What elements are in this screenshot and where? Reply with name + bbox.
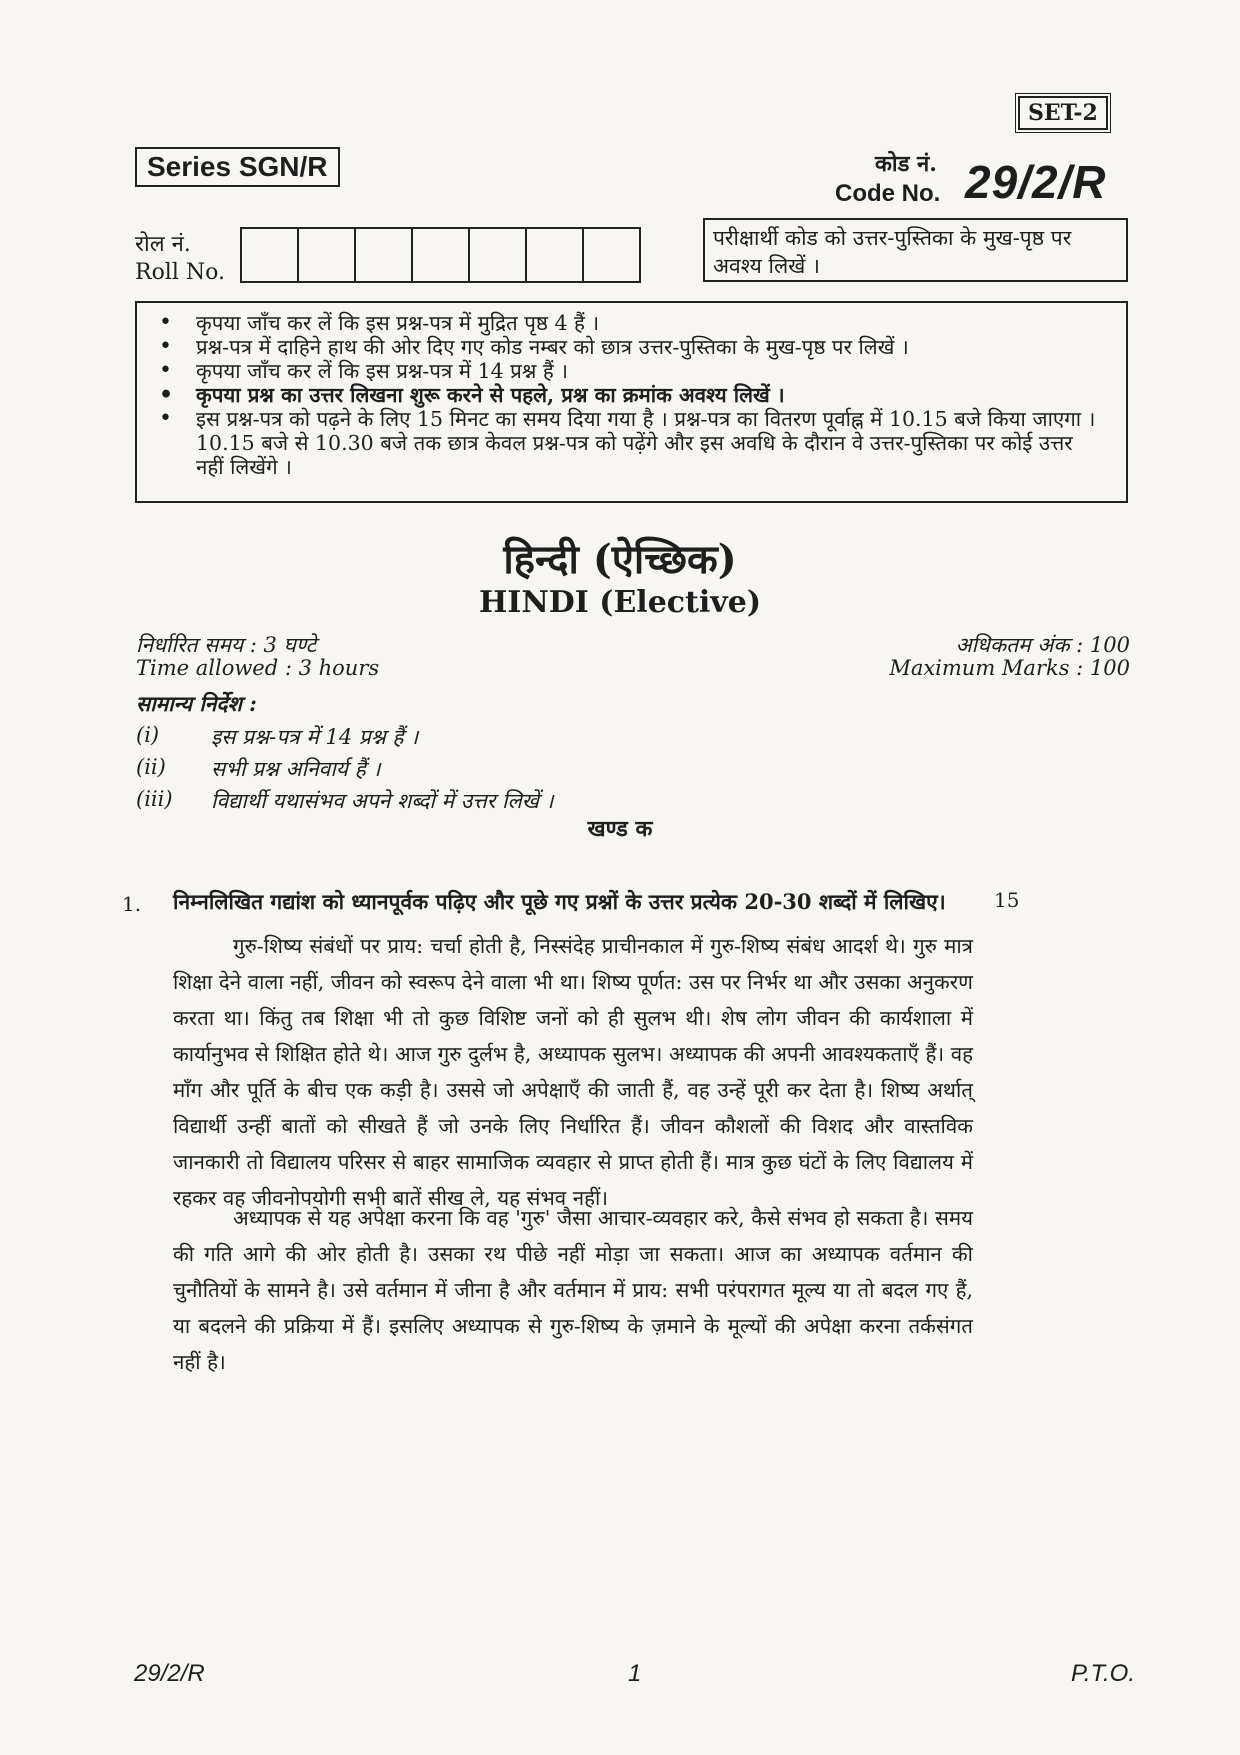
roll-label-english: Roll No. (135, 260, 225, 285)
code-label-english: Code No. (835, 180, 941, 207)
instruction-item: • इस प्रश्न-पत्र को पढ़ने के लिए 15 मिनट का समय दिया गया है । प्रश्न-पत्र का वितरण पूर्वाह्न में 10.15 बजे किया जाएगा । 10.15 बजे से 10.30 बजे तक छात्र केवल प्रश्न-पत्र को पढ़ेंगे और इस अवधि के दौरान वे उत्तर-पुस्तिका पर कोई उत्तर नहीं लिखेंगे । (151, 407, 1106, 479)
roll-cell[interactable] (299, 229, 356, 281)
passage-text: अध्यापक से यह अपेक्षा करना कि वह 'गुरु' जैसा आचार-व्यवहार करे, कैसे संभव हो सकता है। समय की गति आगे की ओर होती है। उसका रथ पीछे नहीं मोड़ा जा सकता। आज का अध्यापक वर्तमान की चुनौतियों के सामने है। उसे वर्तमान में जीना है और वर्तमान में प्राय: सभी परंपरागत मूल्य या तो बदल गए हैं, या बदलने की प्रक्रिया में हैं। इसलिए अध्यापक से गुरु-शिष्य के ज़माने के मूल्यों की अपेक्षा करना तर्कसंगत नहीं है। (173, 1206, 973, 1374)
section-heading: खण्ड क (587, 816, 653, 842)
instructions-box (135, 301, 1128, 503)
question-marks: 15 (994, 888, 1020, 912)
code-number: 29/2/R (965, 156, 1107, 208)
general-instruction (136, 755, 380, 783)
roll-cell[interactable] (356, 229, 413, 281)
max-marks-english: Maximum Marks : 100 (889, 656, 1130, 680)
instruction-item: • कृपया प्रश्न का उत्तर लिखना शुरू करने से पहले, प्रश्न का क्रमांक अवश्य लिखें । (151, 383, 1106, 407)
pto-label: P.T.O. (1070, 1660, 1135, 1687)
passage-paragraph (173, 1200, 973, 1380)
passage-paragraph (173, 928, 973, 1216)
roll-cell[interactable] (242, 229, 299, 281)
passage-text: गुरु-शिष्य संबंधों पर प्राय: चर्चा होती है, निस्संदेह प्राचीनकाल में गुरु-शिष्य संबंध आदर्श थे। गुरु मात्र शिक्षा देने वाला नहीं, जीवन को स्वरूप देने वाला भी था। शिष्य पूर्णत: उस पर निर्भर था और उसका अनुकरण करता था। किंतु तब शिक्षा भी तो कुछ विशिष्ट जनों को ही सुलभ थी। शेष लोग जीवन की कार्यशाला में कार्यानुभव से शिक्षित होते थे। आज गुरु दुर्लभ है, अध्यापक सुलभ। अध्यापक की अपनी आवश्यकताएँ हैं। वह माँग और पूर्ति के बीच एक कड़ी है। उससे जो अपेक्षाएँ की जाती हैं, वह उन्हें पूरी कर देता है। शिष्य अर्थात् विद्यार्थी उन्हीं बातों को सीखते हैं जो उनके लिए निर्धारित हैं। जीवन कौशलों की विशद और वास्तविक जानकारी तो विद्यालय परिसर से बाहर सामाजिक व्यवहार से प्राप्त होती हैं। मात्र कुछ घंटों के लिए विद्यालय में रहकर वह जीवनोपयोगी सभी बातें सीख ले, यह संभव नहीं। (173, 934, 973, 1210)
series-label: Series SGN/R (135, 147, 340, 187)
subject-title-english: HINDI (Elective) (478, 585, 762, 620)
general-instruction (136, 723, 418, 751)
instruction-item: • प्रश्न-पत्र में दाहिने हाथ की ओर दिए गए कोड नम्बर को छात्र उत्तर-पुस्तिका के मुख-पृष्ठ पर लिखें । (151, 335, 1106, 359)
instruction-item: • कृपया जाँच कर लें कि इस प्रश्न-पत्र में 14 प्रश्न हैं । (151, 359, 1106, 383)
footer-code: 29/2/R (134, 1660, 205, 1687)
max-marks-hindi: अधिकतम अंक : 100 (955, 633, 1130, 657)
time-allowed-hindi: निर्धारित समय : 3 घण्टे (136, 633, 317, 657)
code-label-hindi: कोड नं. (875, 151, 937, 177)
roll-cell[interactable] (584, 229, 639, 281)
roll-number-grid[interactable] (240, 227, 641, 283)
set-badge: SET-2 (1018, 96, 1108, 130)
code-instruction-note: परीक्षार्थी कोड को उत्तर-पुस्तिका के मुख-पृष्ठ पर अवश्य लिखें । (703, 218, 1128, 282)
general-instruction-number: (i) (136, 723, 160, 747)
subject-title-hindi: हिन्दी (ऐच्छिक) (503, 536, 737, 583)
page-number: 1 (628, 1660, 642, 1687)
general-instruction (136, 787, 554, 815)
roll-cell[interactable] (470, 229, 527, 281)
general-instruction-text: इस प्रश्न-पत्र में 14 प्रश्न हैं । (211, 725, 419, 749)
general-instructions-heading: सामान्य निर्देश : (136, 691, 257, 716)
time-allowed-english: Time allowed : 3 hours (136, 656, 380, 680)
general-instruction-text: सभी प्रश्न अनिवार्य हैं । (211, 757, 381, 781)
question-number: 1. (122, 892, 142, 916)
instruction-item: • कृपया जाँच कर लें कि इस प्रश्न-पत्र में मुद्रित पृष्ठ 4 हैं । (151, 311, 1106, 335)
roll-cell[interactable] (413, 229, 470, 281)
roll-cell[interactable] (527, 229, 584, 281)
question-text: निम्नलिखित गद्यांश को ध्यानपूर्वक पढ़िए और पूछे गए प्रश्नों के उत्तर प्रत्येक 20-30 शब्दों में लिखिए। (173, 889, 946, 914)
general-instruction-number: (iii) (136, 787, 173, 811)
instructions-list (151, 311, 1106, 479)
general-instruction-number: (ii) (136, 755, 166, 779)
general-instruction-text: विद्यार्थी यथासंभव अपने शब्दों में उत्तर लिखें । (211, 789, 554, 813)
roll-label-hindi: रोल नं. (135, 232, 191, 257)
